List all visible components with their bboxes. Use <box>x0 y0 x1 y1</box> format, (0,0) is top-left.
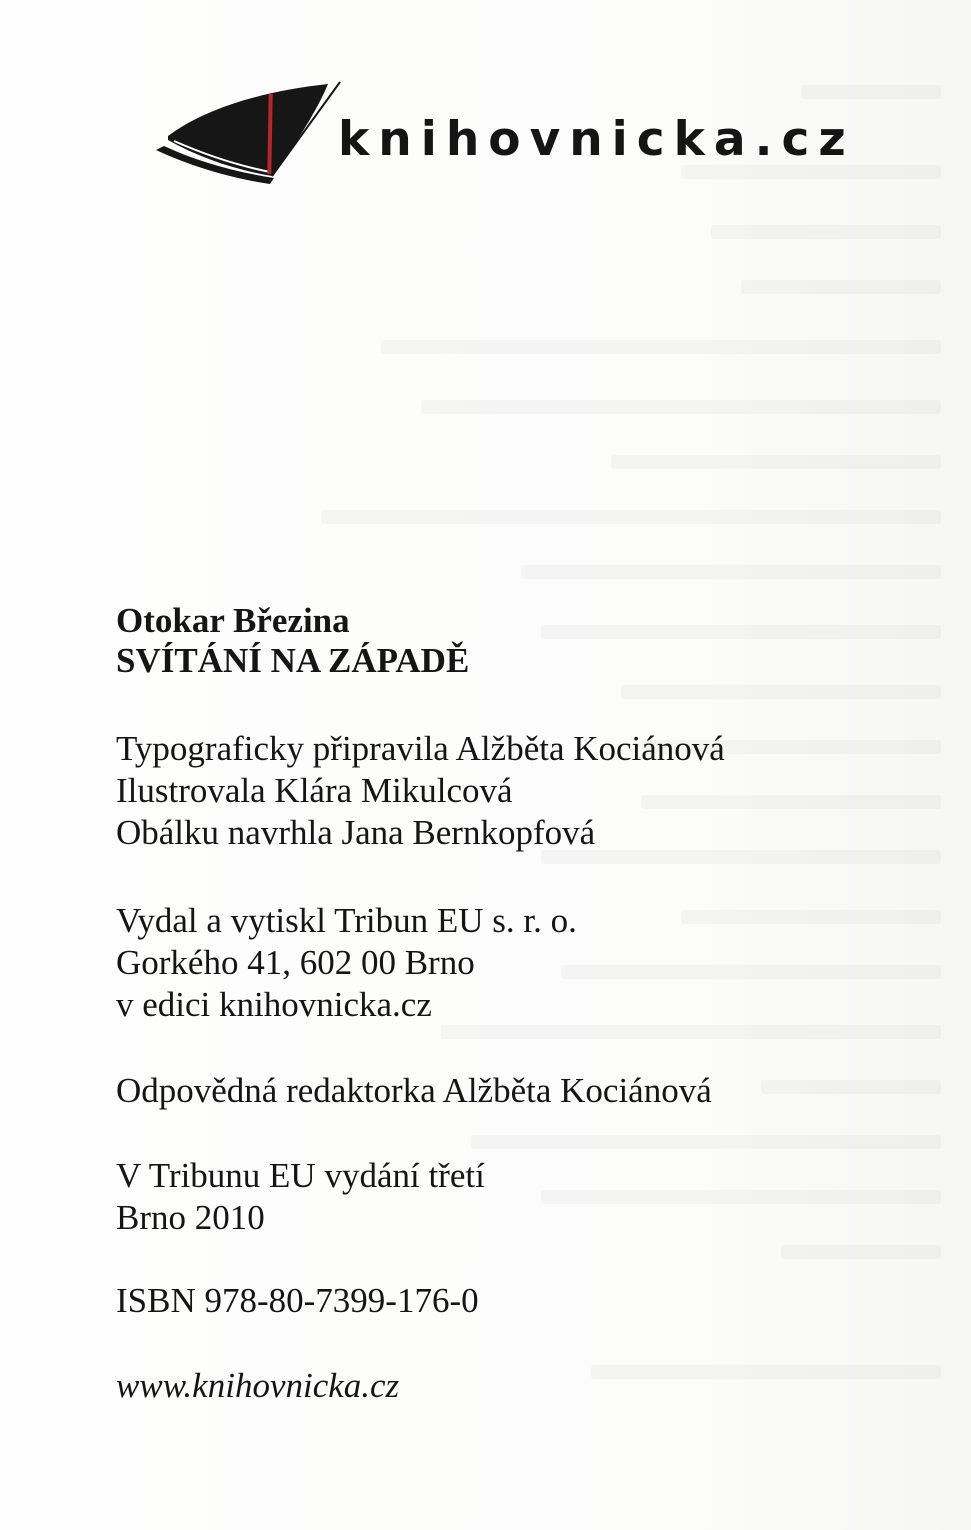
publisher-name: Vydal a vytiskl Tribun EU s. r. o. <box>116 901 577 940</box>
credit-typography: Typograficky připravila Alžběta Kociánová <box>116 729 725 768</box>
publisher-section <box>116 900 577 1026</box>
credits-section <box>116 728 725 854</box>
publisher-logo <box>150 78 870 198</box>
publisher-address: Gorkého 41, 602 00 Brno <box>116 943 475 982</box>
credit-cover: Obálku navrhla Jana Bernkopfová <box>116 813 596 852</box>
book-heading <box>116 601 469 681</box>
author-name: Otokar Březina <box>116 601 350 640</box>
isbn-section <box>116 1280 479 1322</box>
website-section <box>116 1365 399 1407</box>
editor-section <box>116 1070 712 1112</box>
logo-text: knihovnicka.cz <box>338 112 855 167</box>
book-icon <box>150 78 350 198</box>
website-link: www.knihovnicka.cz <box>116 1366 400 1405</box>
credit-illustration: Ilustrovala Klára Mikulcová <box>116 771 513 810</box>
edition-section <box>116 1155 485 1239</box>
isbn-number: ISBN 978-80-7399-176-0 <box>116 1281 479 1320</box>
edition-number: V Tribunu EU vydání třetí <box>116 1156 485 1195</box>
book-title: SVÍTÁNÍ NA ZÁPADĚ <box>116 641 470 680</box>
edition-place-year: Brno 2010 <box>116 1198 265 1237</box>
responsible-editor: Odpovědná redaktorka Alžběta Kociánová <box>116 1071 712 1110</box>
publisher-edition-series: v edici knihovnicka.cz <box>116 985 432 1024</box>
